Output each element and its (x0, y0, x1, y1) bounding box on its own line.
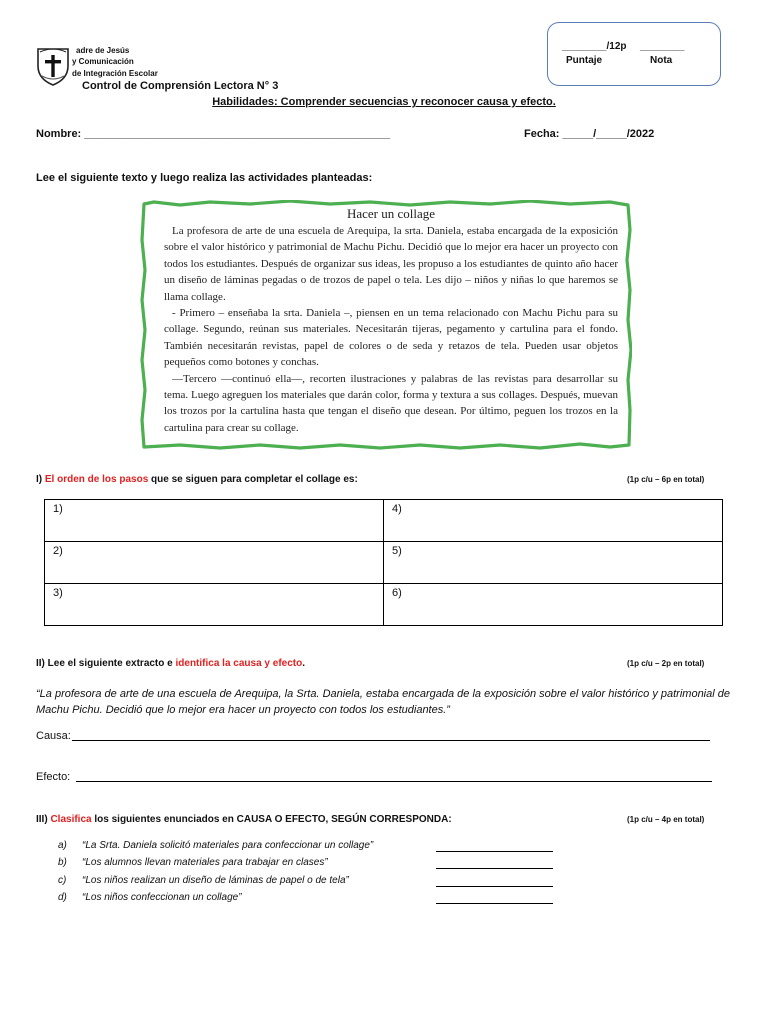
section-2-text: II) Lee el siguiente extracto e (36, 658, 173, 669)
score-field[interactable]: ________/12p (562, 41, 627, 52)
statement-text: “La Srta. Daniela solicitó materiales para confeccionar un collage” (82, 840, 374, 851)
section-1-number: I) (36, 474, 43, 485)
section-3-highlight: Clasifica (50, 814, 92, 825)
statement-d-answer-line[interactable] (436, 903, 553, 904)
reading-paragraph: - Primero – enseñaba la srta. Daniela –, piensen en un tema relacionado con Machu Pichu para su collage. Segundo, reúnan sus materiales. Necesitarán tijeras, pegamento y cartulina para el fondo. También necesitarán revistas, papel de colores o de seda y retazos de tela. Pueden usar objetos pequeños como botones y conchas. (164, 307, 618, 369)
statement-letter: b) (58, 857, 67, 868)
reading-title: Hacer un collage (346, 206, 436, 221)
section-3-text: los siguientes enunciados en CAUSA O EFECTO, SEGÚN CORRESPONDA: (94, 814, 452, 825)
statement-b-answer-line[interactable] (436, 868, 553, 869)
score-box (547, 22, 721, 86)
statement-text: “Los niños confeccionan un collage” (82, 892, 242, 903)
extract-quote: “La profesora de arte de una escuela de Arequipa, la Srta. Daniela, estaba encargada de la exposición sobre el valor histórico y patrimonial de Machu Pichu. Decidió que lo mejor era hacer un proyecto con todos los estudiantes.” (36, 688, 730, 716)
effect-answer-line[interactable] (76, 781, 712, 782)
steps-table (44, 499, 723, 626)
score-label: Puntaje (566, 55, 603, 66)
section-3-points: (1p c/u – 4p en total) (627, 815, 705, 824)
section-1-heading (36, 474, 358, 485)
grade-field[interactable]: ________ (640, 41, 685, 52)
grade-label: Nota (650, 55, 673, 66)
test-title: Control de Comprensión Lectora N° 3 (82, 80, 279, 92)
section-2-suffix: . (302, 658, 305, 669)
cause-answer-line[interactable] (72, 740, 710, 741)
section-1-points: (1p c/u – 6p en total) (627, 475, 705, 484)
reading-paragraph: —Tercero —continuó ella—, recorten ilustraciones y palabras de las revistas para desarrollar su tema. Luego agreguen los materiales que darán color, forma y textura a sus collages. Después, muevan los trozos por la cartulina hasta que tengan el diseño que desean. Por último, peguen los trozos en la cartulina para crear su collage. (164, 372, 618, 434)
school-name-line-2: y Comunicación (72, 57, 134, 66)
statement-b (58, 857, 328, 868)
school-name-line-3: de Integración Escolar (72, 69, 158, 78)
step-cell-1[interactable]: 1) (45, 500, 384, 542)
statement-letter: d) (58, 892, 67, 903)
step-cell-4[interactable]: 4) (384, 500, 723, 542)
section-2-highlight: identifica la causa y efecto (175, 658, 303, 669)
section-2-points: (1p c/u – 2p en total) (627, 659, 705, 668)
reading-paragraph: La profesora de arte de una escuela de Arequipa, la srta. Daniela, estaba encargada de la exposición sobre el valor histórico y patrimonial de Machu Pichu. Decidió que lo mejor era hacer un proyecto con todos los estudiantes. Después de organizar sus ideas, les propuso a los estudiantes de quinto año hacer un diseño de láminas pegadas o de trozos de papel o tela. Les dijo – niños y niñas lo que haremos se llama collage. (164, 225, 618, 303)
statement-letter: a) (58, 840, 67, 851)
statement-d (58, 892, 242, 903)
statement-letter: c) (58, 875, 67, 886)
statement-text: “Los niños realizan un diseño de láminas de papel o de tela” (82, 875, 349, 886)
section-1-text: que se siguen para completar el collage es: (151, 474, 358, 485)
statement-c (58, 875, 349, 886)
statement-a-answer-line[interactable] (436, 851, 553, 852)
date-field[interactable]: Fecha: _____/_____/2022 (524, 128, 655, 140)
statement-text: “Los alumnos llevan materiales para trabajar en clases” (82, 857, 328, 868)
statement-a (58, 840, 373, 851)
instruction-text: Lee el siguiente texto y luego realiza las actividades planteadas: (36, 172, 373, 184)
section-3-heading (36, 814, 452, 825)
step-cell-2[interactable]: 2) (45, 542, 384, 584)
school-name-line-1: adre de Jesús (76, 46, 130, 55)
reading-passage (164, 206, 618, 436)
section-2-heading (36, 658, 305, 669)
school-crest-icon (36, 46, 70, 86)
statement-c-answer-line[interactable] (436, 886, 553, 887)
section-1-highlight: El orden de los pasos (44, 474, 149, 485)
effect-label: Efecto: (36, 771, 71, 783)
step-cell-5[interactable]: 5) (384, 542, 723, 584)
skills-heading: Habilidades: Comprender secuencias y reconocer causa y efecto. (212, 96, 556, 108)
step-cell-3[interactable]: 3) (45, 584, 384, 626)
section-3-number: III) (36, 814, 48, 825)
step-cell-6[interactable]: 6) (384, 584, 723, 626)
name-field[interactable]: Nombre: __________________________________________________ (36, 128, 391, 140)
cause-label: Causa: (36, 730, 71, 742)
